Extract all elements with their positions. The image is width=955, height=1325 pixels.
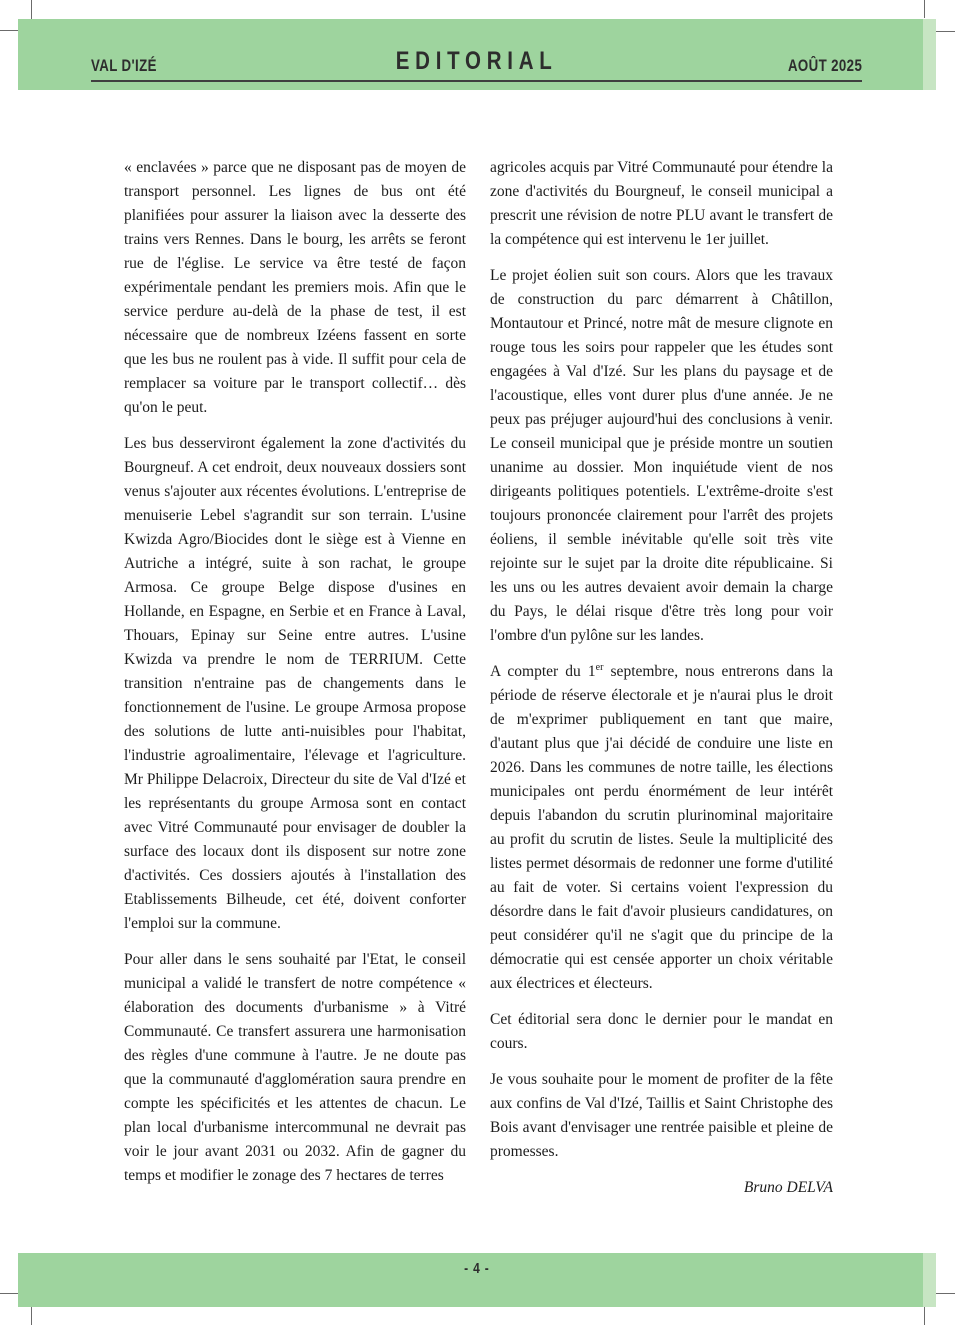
header-rule bbox=[91, 19, 862, 82]
ordinal-superscript: er bbox=[595, 661, 604, 673]
paragraph: Pour aller dans le sens souhaité par l'Etat, le conseil municipal a validé le transfert de notre compétence « élaboration des documents d'urbanisme » à Vitré Communauté. Ce transfert assurera une harmonisation des règles d'une commune à l'autre. Je ne doute pas que la communauté d'agglomération saura prendre en compte les spécificités et les attentes de chacun. Le plan local d'urbanisme intercommunal ne devrait pas voir le jour avant 2031 ou 2032. Afin de gagner du temps et modifier le zonage des 7 hectares de terres bbox=[124, 951, 466, 1184]
left-column bbox=[124, 156, 466, 1200]
header-band bbox=[18, 19, 936, 90]
paragraph bbox=[490, 660, 833, 996]
header-left-cell bbox=[91, 56, 348, 76]
commune-name: VAL D'IZÉ bbox=[91, 56, 157, 75]
crop-mark-top-right-vertical bbox=[924, 0, 925, 18]
paragraph-text: A compter du 1 bbox=[490, 663, 596, 680]
header-center-cell bbox=[348, 47, 605, 76]
page-title: EDITORIAL bbox=[395, 47, 558, 75]
issue-date: AOÛT 2025 bbox=[787, 56, 862, 75]
footer-band bbox=[18, 1253, 936, 1307]
right-column bbox=[490, 156, 833, 1200]
header-right-cell bbox=[605, 56, 862, 76]
paragraph: agricoles acquis par Vitré Communauté pour étendre la zone d'activités du Bourgneuf, le conseil municipal a prescrit une révision de notre PLU avant le transfert de la compétence qui est intervenu le 1er juillet. bbox=[490, 159, 833, 248]
paragraph: Les bus desserviront également la zone d'activités du Bourgneuf. A cet endroit, deux nouveaux dossiers sont venus s'ajouter aux récentes évolutions. L'entreprise de menuiserie Lebel s'agrandit sur son terrain. L'usine Kwizda Agro/Biocides dont le siège est à Vienne en Autriche a intégré, suite à son rachat, le groupe Armosa. Ce groupe Belge dispose d'usines en Hollande, en Espagne, en Serbie et en France à Laval, Thouars, Epinay sur Seine entre autres. L'usine Kwizda va prendre le nom de TERRIUM. Cette transition n'entraine pas de changements dans le fonctionnement de l'usine. Le groupe Armosa propose des solutions de lutte anti-nuisibles pour l'habitat, l'industrie agroalimentaire, l'élevage et l'agriculture. Mr Philippe Delacroix, Directeur du site de Val d'Izé et les représentants du groupe Armosa sont en contact avec Vitré Communauté pour envisager de doubler la surface des locaux dont ils disposent sur notre zone d'activités. Ces dossiers ajoutés à l'installation des Etablissements Bilheude, cet été, doivent conforter l'emploi sur la commune. bbox=[124, 435, 466, 932]
page-number: - 4 - bbox=[464, 1260, 490, 1277]
crop-mark-bottom-left-horizontal bbox=[0, 1293, 20, 1294]
author-signature: Bruno DELVA bbox=[743, 1179, 833, 1196]
header-band-edge-strip bbox=[923, 19, 936, 90]
paragraph: Le projet éolien suit son cours. Alors que les travaux de construction du parc démarrent à Châtillon, Montautour et Princé, notre mât de mesure clignote en rouge tous les soirs pour rappeler que les études sont engagées à Val d'Izé. Sur les plans du paysage et de l'acoustique, elles vont durer plus d'une année. Je ne peux pas préjuger aujourd'hui des conclusions à venir. Le conseil municipal que je préside montre un soutien unanime au dossier. Mon inquiétude vient de nos dirigeants politiques potentiels. L'extrême-droite s'est toujours prononcée clairement pour l'arrêt des projets éoliens, il semble inévitable qu'elle soit très vite rejointe sur le sujet par la droite dite républicaine. Si les uns ou les autres devaient avoir demain la charge du Pays, le délai risque d'être très long pour voir l'ombre d'un pylône sur les landes. bbox=[490, 267, 833, 644]
crop-mark-top-left-vertical bbox=[31, 0, 32, 21]
paragraph: « enclavées » parce que ne disposant pas de moyen de transport personnel. Les lignes de bus ont été planifiées pour assurer la liaison avec la desserte des trains vers Rennes. Dans le bourg, les arrêts se feront rue de l'église. Le service va être testé de façon expérimentale pendant les premiers mois. Afin que le service perdure au-delà de la phase de test, il est nécessaire que de nombreux Izéens fassent en sorte que les bus ne roulent pas à vide. Il suffit pour cela de remplacer sa voiture par le transport collectif… dès qu'on le peut. bbox=[124, 159, 466, 416]
paragraph: Cet éditorial sera donc le dernier pour le mandat en cours. bbox=[490, 1011, 833, 1052]
crop-mark-bottom-right-horizontal bbox=[935, 1293, 955, 1294]
crop-mark-top-right-horizontal bbox=[933, 31, 955, 32]
paragraph: Je vous souhaite pour le moment de profiter de la fête aux confins de Val d'Izé, Taillis et Saint Christophe des Bois avant d'envisager une rentrée paisible et pleine de promesses. bbox=[490, 1071, 833, 1160]
paragraph-text: septembre, nous entrerons dans la période de réserve électorale et je n'aurai plus le droit de m'exprimer publiquement en tant que maire, d'autant plus que j'ai décidé de conduire une liste en 2026. Dans les communes de notre taille, les élections municipales ont perdu énormément de leur intérêt depuis l'abandon du scrutin plurinominal majoritaire au profit du scrutin de listes. Seule la multiplicité des listes permet désormais de redonner une forme d'utilité au fait de voter. Si certains voient l'expression du désordre dans le fait d'avoir plusieurs candidatures, on peut considérer qu'il ne s'agit que du principe de la démocratie qui est censée apporter un choix véritable aux électrices et électeurs. bbox=[490, 663, 834, 992]
